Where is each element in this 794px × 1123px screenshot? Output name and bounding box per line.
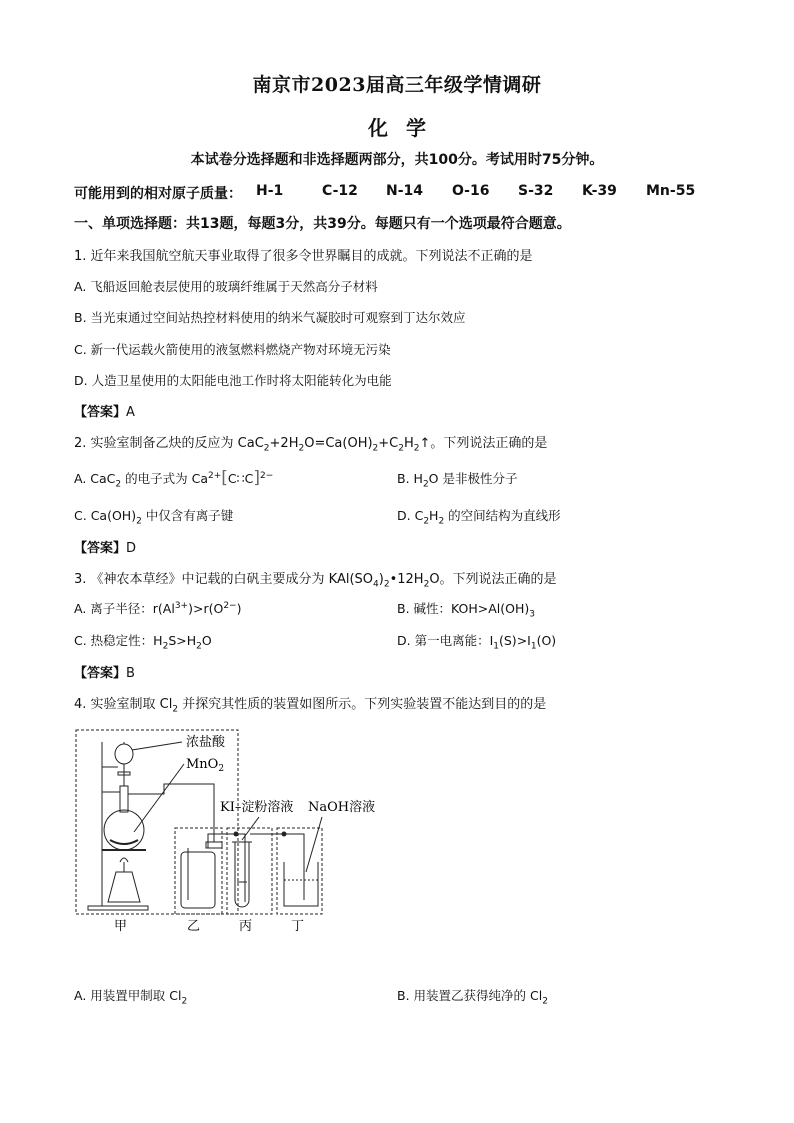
subject-title: 化学 [368,116,444,140]
q3-option-c: C. 热稳定性：$H_2S>H_2O$ [74,633,212,652]
q3-option-b: B. 碱性：$KOH>Al(OH)_3$ [397,601,535,620]
label-jia: 甲 [114,919,128,934]
atom-mn: Mn-55 [646,183,696,199]
atom-k: K-39 [582,183,617,199]
q2-stem: 2. 实验室制备乙炔的反应为 $CaC_2+2H_2O=Ca(OH)_2+C_2H_2↑$。下列说法正确的是 [74,436,548,454]
q4-option-a: A. 用装置甲制取 $Cl_2$ [74,988,188,1007]
atom-n: N-14 [386,183,424,199]
label-ding: 丁 [291,919,305,934]
atom-o: O-16 [452,183,490,199]
atomic-mass-label: 可能用到的相对原子质量： [74,186,242,202]
exam-intro: 本试卷分选择题和非选择题两部分，共100分。考试用时75分钟。 [190,152,604,168]
label-bing: 丙 [239,919,253,934]
q2-option-b: B. $H_2O$ 是非极性分子 [397,471,518,490]
q4-option-b: B. 用装置乙获得纯净的 $Cl_2$ [397,988,548,1007]
q3-answer: 【答案】B [74,666,135,681]
atom-c: C-12 [322,183,358,199]
q2-option-c: C. $Ca(OH)_2$ 中仅含有离子键 [74,508,234,527]
label-naoh: NaOH溶液 [308,800,376,815]
section-heading: 一、单项选择题：共13题，每题3分，共39分。每题只有一个选项最符合题意。 [74,216,571,232]
q3-stem: 3. 《神农本草经》中记载的白矾主要成分为 $KAl(SO_4)_2•12H_2O$。下列说法正确的是 [74,572,557,590]
atomic-mass-line [74,183,714,201]
label-conc-hcl: 浓盐酸 [186,735,226,750]
q3-option-d: D. 第一电离能：$I_1(S)>I_1(O)$ [397,633,557,652]
answer-label: 【答案】 [74,405,127,420]
answer-value: A [126,405,135,420]
atom-s: S-32 [518,183,554,199]
q1-option-a: A. 飞船返回舱表层使用的玻璃纤维属于天然高分子材料 [74,279,378,294]
atom-h: H-1 [256,183,284,199]
apparatus-figure [74,722,384,937]
label-yi: 乙 [187,919,201,934]
q2-option-d: D. $C_2H_2$ 的空间结构为直线形 [397,508,561,527]
label-ki: KI–淀粉溶液 [220,800,294,815]
label-mno2: MnO$_2$ [186,757,225,774]
q2-option-a: A. CaC$_2$ 的电子式为 $Ca^{2+}[C∷C]^{2-}$ [74,468,274,490]
q4-stem: 4. 实验室制取 $Cl_2$ 并探究其性质的装置如图所示。下列实验装置不能达到目的的是 [74,697,547,715]
exam-title: 南京市2023届高三年级学情调研 [252,74,542,96]
q1-stem: 1. 近年来我国航空航天事业取得了很多令世界瞩目的成就。下列说法不正确的是 [74,249,533,264]
q1-answer [74,401,135,420]
q2-answer: 【答案】D [74,541,137,556]
q3-option-a: A. 离子半径：$r(Al^{3+})>r(O^{2-})$ [74,600,242,616]
q1-option-b: B. 当光束通过空间站热控材料使用的纳米气凝胶时可观察到丁达尔效应 [74,310,466,325]
q1-option-d: D. 人造卫星使用的太阳能电池工作时将太阳能转化为电能 [74,373,392,388]
q1-option-c: C. 新一代运载火箭使用的液氢燃料燃烧产物对环境无污染 [74,342,391,357]
